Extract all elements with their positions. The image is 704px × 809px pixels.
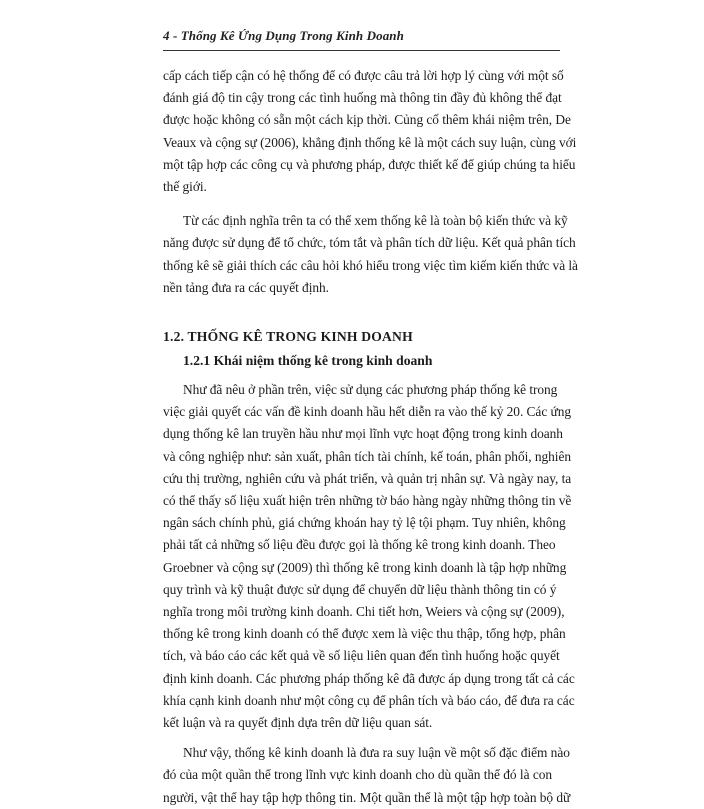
subsection-heading: 1.2.1 Khái niệm thống kê trong kinh doanh [183,353,433,369]
text-line: nền tảng đưa ra các quyết định. [163,279,329,295]
text-line: nghĩa trong môi trường kinh doanh. Chi tiết hơn, Weiers và cộng sự (2009), [163,604,565,620]
text-line: đánh giá độ tin cậy trong các tình huống mà thông tin đầy đủ không thể đạt [163,90,562,106]
text-line: khía cạnh kinh doanh như một công cụ để phân tích và báo cáo, để đưa ra các [163,692,575,708]
text-line: thống kê sẽ giải thích các câu hỏi khó hiểu trong việc tìm kiếm kiến thức và là [163,257,578,273]
text-line: năng được sử dụng để tổ chức, tóm tắt và phân tích dữ liệu. Kết quả phân tích [163,235,576,251]
text-line: phải tất cả những số liệu đều được gọi là thống kê trong kinh doanh. Theo [163,537,556,553]
text-line: cứu thị trường, nghiên cứu và phát triển, và quản trị nhân sự. Và ngày nay, ta [163,470,572,486]
text-line: có thể thấy số liệu xuất hiện trên những tờ báo hàng ngày những thông tin về [163,493,572,509]
text-line: việc giải quyết các vấn đề kinh doanh hầu hết diễn ra vào thế kỷ 20. Các ứng [163,404,572,420]
body-paragraph [163,65,577,198]
text-line: Như vậy, thống kê kinh doanh là đưa ra suy luận về một số đặc điểm nào [183,745,570,761]
text-line: được hoặc không có sẵn một cách kịp thời. Củng cố thêm khái niệm trên, De [163,112,571,128]
text-line: thống kê trong kinh doanh có thể được xem là việc thu thập, tổng hợp, phân [163,626,566,642]
text-line: Veaux và cộng sự (2006), khẳng định thống kê là một cách suy luận, cùng với [163,134,577,150]
body-paragraph [163,379,575,734]
text-line: ngân sách chính phủ, giá chứng khoán hay tỷ lệ tội phạm. Tuy nhiên, không [163,515,566,531]
text-line: Như đã nêu ở phần trên, việc sử dụng các phương pháp thống kê trong [183,382,558,398]
text-line: và công nghiệp như: sản xuất, phân tích tài chính, kế toán, phân phối, nghiên [163,448,572,464]
text-line: đó của một quần thể trong lĩnh vực kinh doanh cho dù quần thể đó là con [163,767,552,783]
text-line: thế giới. [163,179,207,195]
text-line: người, vật thể hay tập hợp thông tin. Một quần thể là một tập hợp toàn bộ dữ [163,789,571,805]
text-line: kết luận và ra quyết định dựa trên dữ liệu quan sát. [163,715,433,731]
text-line: định kinh doanh. Các phương pháp thống kê đã được áp dụng trong tất cả các [163,670,575,686]
body-paragraph [163,210,578,299]
text-line: quy trình và kỹ thuật được sử dụng để chuyển dữ liệu thành thông tin có ý [163,581,557,597]
running-header: 4 - Thống Kê Ứng Dụng Trong Kinh Doanh [163,28,560,51]
text-line: một tập hợp các công cụ và phương pháp, được thiết kế để giúp chúng ta hiểu [163,156,576,172]
text-line: Từ các định nghĩa trên ta có thể xem thống kê là toàn bộ kiến thức và kỹ [183,213,568,229]
text-line: cấp cách tiếp cận có hệ thống để có được câu trả lời hợp lý cùng với một số [163,68,564,83]
section-heading: 1.2. THỐNG KÊ TRONG KINH DOANH [163,329,413,345]
text-line: dụng thống kê lan truyền hầu như mọi lĩnh vực hoạt động trong kinh doanh [163,426,563,442]
body-paragraph [163,742,571,809]
text-line: tích, và báo cáo các kết quả về số liệu liên quan đến tình huống hoặc quyết [163,648,560,664]
text-line: Groebner và cộng sự (2009) thì thống kê trong kinh doanh là tập hợp những [163,559,567,575]
